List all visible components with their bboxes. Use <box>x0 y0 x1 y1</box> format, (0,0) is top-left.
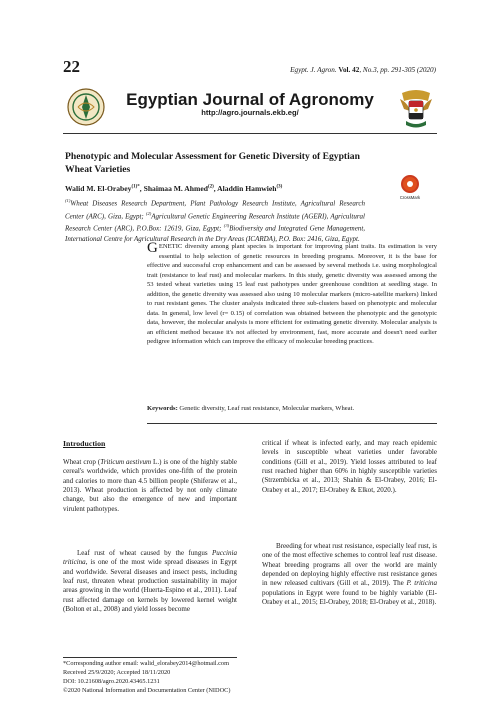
page-number: 22 <box>63 57 80 76</box>
author-name: Walid M. El-Orabey <box>65 184 132 193</box>
abstract-text: ENETIC diversity among plant species is important for improving plant traits. Its estimation is very essential to help selection of genetic resources in breeding programs. Moreover, it is the base for effective and successful crop enhancement and can be assessed by several methods i.e. using morphological trait (resistance to leaf rust) and molecular markers. In this study, genetic diversity was assessed among the 53 tested wheat varieties using 15 leaf rust pathotypes under greenhouse condition at seedling stage. In addition, the genetic diversity was assessed also using 10 molecular markers (micro-satellite markers) linked to rust resistant genes. The cluster analysis indicated three sub-clusters based on phenotypic and molecular data. In general, low level (r= 0.15) of correlation was obtained between the phenotypic and the genotypic data, however, the molecular analysis is more efficient for estimating genetic diversity. Molecular analysis is an efficient method because it's not affected by environment, fast, more accurate and doesn't need earlier pedigree information which can improve the efficacy of molecular breeding practices. <box>147 243 437 346</box>
abstract-rule <box>147 423 437 424</box>
body-paragraph: critical if wheat is infected early, and may reach epidemic levels in susceptible wheat varieties under favorable conditions (Gill et al., 2019). Yield losses attributed to leaf rust reached higher than 60% in highly susceptible varieties (Strzembicka et al., 2013; Shahin & El-Orabey, 2016; El-Orabey et al., 2017; El-Orabey & Elkot, 2020.). <box>262 439 437 494</box>
article-title: Phenotypic and Molecular Assessment for Genetic Diversity of Egyptian Wheat Varieties <box>65 151 360 175</box>
doi[interactable]: DOI: 10.21608/agro.2020.43465.1231 <box>63 677 160 685</box>
affiliation-3: Biodiversity and Integrated Gene Management, International Centre for Agricultural Research in the Dry Areas (ICARDA), P.O. Box: 2416, Giza, Egypt. <box>65 224 366 243</box>
paragraph-text: populations in Egypt were found to be highly variable (El-Orabey et al., 2015; El-Orabey, 2018; El-Orabey et al., 2018). <box>262 588 437 607</box>
received-accepted-dates: Received 25/9/2020; Accepted 18/11/2020 <box>63 668 171 676</box>
affiliations <box>65 196 365 244</box>
author-list: Walid M. El-Orabey$^{(1)*}$, Shaimaa M. Ahmed$^{(2)}$, Aladdin Hamwieh$^{(3)}$ <box>65 184 283 193</box>
paragraph-text: Wheat crop ( <box>63 458 101 466</box>
keywords <box>147 405 437 412</box>
author-name: Aladdin Hamwieh <box>217 184 277 193</box>
paragraph-text: L.) is one of the highly stable cereal's worldwide, which provides one-fifth of the protein and calories to more than 4.5 billion people (Shiferaw et al., 2013). Wheat production is affected by not only climate change, but also the emergence of new and important virulent pathotypes. <box>63 458 238 513</box>
affiliation-mark: (1) <box>65 198 71 203</box>
header-rule <box>63 133 437 134</box>
copyright: ©2020 National Information and Documentation Center (NIDOC) <box>63 686 231 694</box>
author-affiliation-mark: (2) <box>207 184 214 190</box>
author-name: Shaimaa M. Ahmed <box>143 184 208 193</box>
author-affiliation-mark: (3) <box>276 184 283 190</box>
keywords-label: Keywords: <box>147 405 178 412</box>
crossmark-label: CrossMark <box>399 195 421 200</box>
abstract <box>147 242 437 347</box>
affiliation-1: Wheat Diseases Research Department, Plant Pathology Research Institute, Agricultural Research Center (ARC), Giza, Egypt; <box>65 199 365 220</box>
body-paragraph <box>63 549 237 614</box>
citation-journal: Egypt. J. Agron. <box>290 66 337 74</box>
citation <box>290 66 436 74</box>
open-access-icon <box>401 175 419 193</box>
paragraph-text: Leaf rust of wheat caused by the fungus <box>77 549 212 557</box>
body-paragraph <box>262 542 437 607</box>
paragraph-text: , is one of the most wide spread diseases in Egypt and worldwide. Several diseases and insect pests, including leaf rust, threaten wheat production sustainability in major areas growing in the world (Huerta-Espino et al., 2011). Leaf rust affected damage on kernels by lowered kernel weight (Bolton et al., 2008) and yield losses become <box>63 558 237 614</box>
affiliation-mark: (3) <box>223 223 230 229</box>
species-name: Puccinia triticina <box>63 549 237 567</box>
egypt-eagle-crest-icon <box>396 85 436 131</box>
paragraph-text: Breeding for wheat rust resistance, especially leaf rust, is one of the most effective schemes to control leaf rust disease. Wheat breeding programs all over the world are mainly depended on deploying highly effective rust resistance genes in new released cultivars (Gill et al., 2019). The <box>262 542 437 588</box>
footer-notes <box>63 660 230 696</box>
abstract-dropcap: G <box>147 240 158 256</box>
section-heading-introduction: Introduction <box>63 439 106 448</box>
journal-url[interactable]: http://agro.journals.ekb.eg/ <box>201 108 299 117</box>
footer-rule <box>63 657 237 658</box>
affiliation-2: Agricultural Genetic Engineering Research Institute (AGERI), Agricultural Research Center (ARC), P.O.Box: 12619, Giza, Egypt; <box>65 211 365 233</box>
citation-volume: Vol. 42 <box>338 66 360 74</box>
affiliation-mark: (2) <box>145 210 152 216</box>
corresponding-author: *Corresponding author email: walid_elorabey2014@hotmail.com <box>63 660 229 667</box>
species-name: Triticum aestivum <box>100 458 152 466</box>
citation-issue: , No.3, pp. 291-305 (2020) <box>359 66 436 74</box>
author-affiliation-mark: (1)* <box>131 184 140 190</box>
body-paragraph <box>63 458 237 514</box>
crossmark-badge[interactable] <box>399 175 421 200</box>
species-name: P. triticina <box>406 579 437 588</box>
keywords-text: Genetic diversity, Leaf rust resistance, Molecular markers, Wheat. <box>177 405 355 412</box>
journal-title: Egyptian Journal of Agronomy <box>126 90 374 109</box>
